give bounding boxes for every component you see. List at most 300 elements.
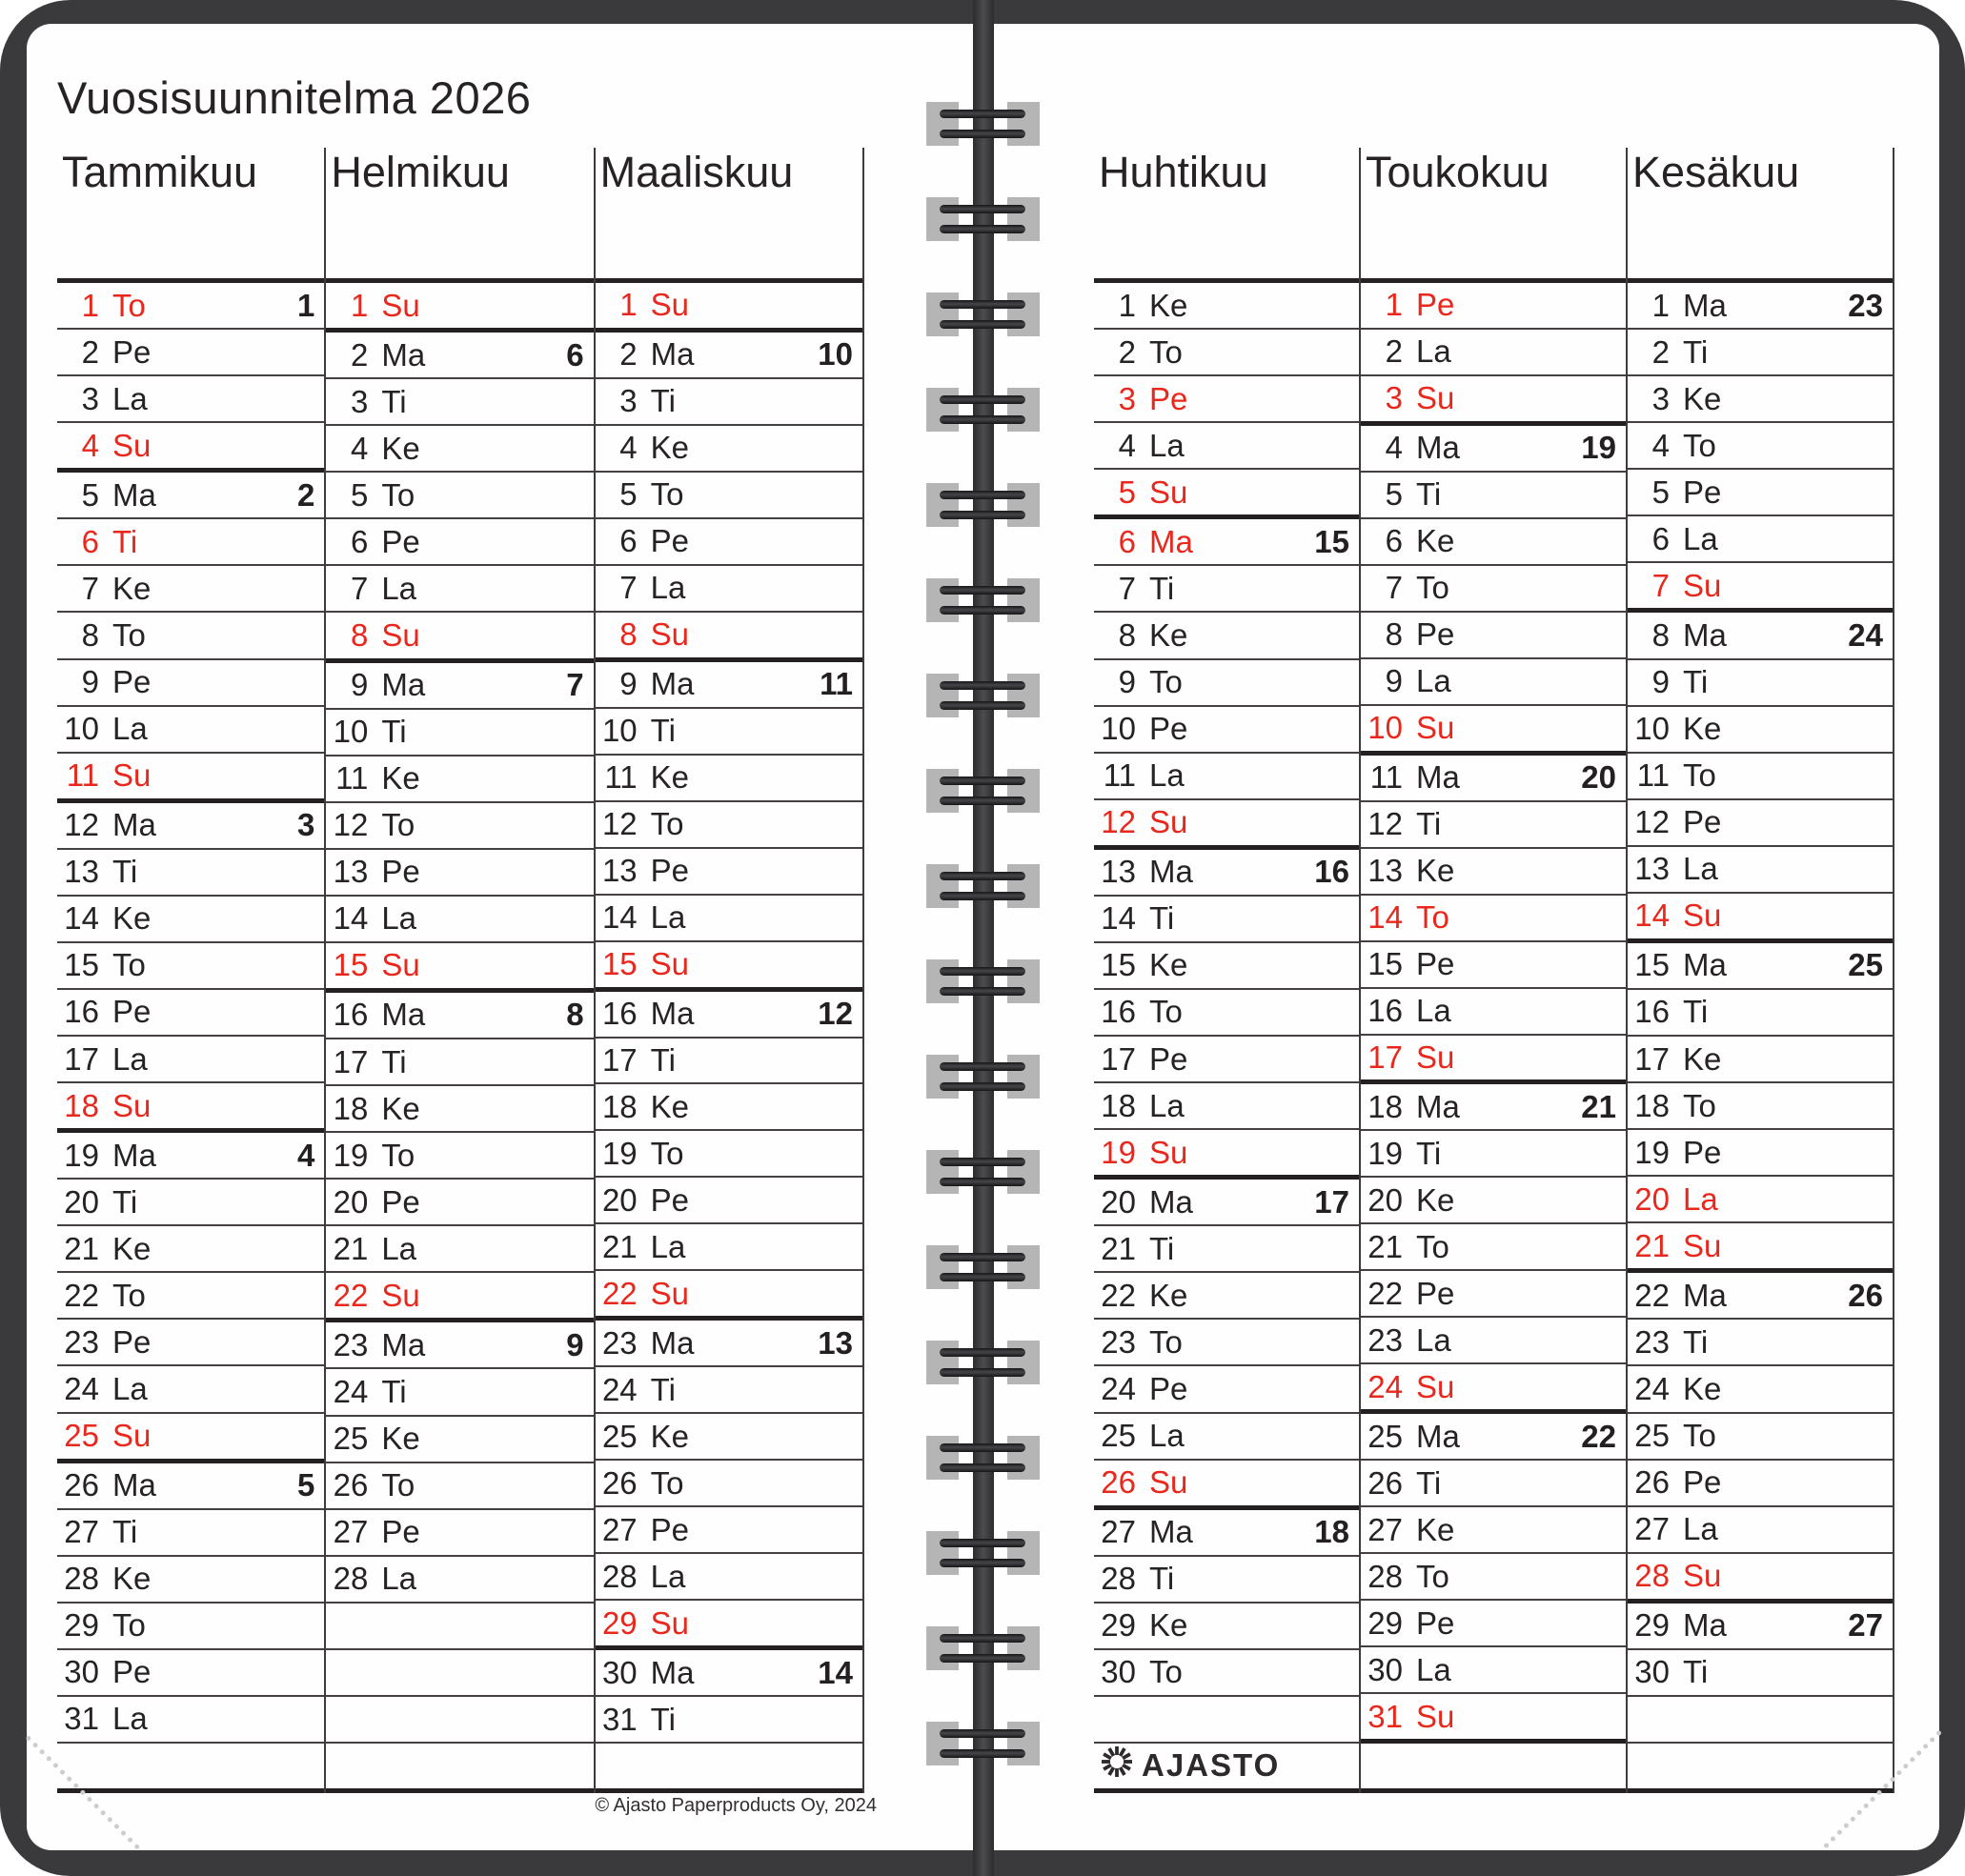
- day-row: [1628, 800, 1893, 847]
- month-column: [57, 148, 326, 1793]
- weekday-label: To: [381, 476, 415, 513]
- day-number: 18: [1634, 1087, 1670, 1123]
- day-number: 10: [601, 713, 638, 749]
- weekday-label: La: [1416, 1651, 1451, 1687]
- day-row: [326, 663, 593, 710]
- weekday-label: Pe: [1149, 1370, 1188, 1406]
- day-number: 11: [1369, 759, 1403, 796]
- month-title: Toukokuu: [1366, 148, 1550, 196]
- binding-punch-hole: [926, 1436, 959, 1480]
- spiral-wire-icon: [940, 1273, 1025, 1281]
- day-row: [1628, 943, 1893, 990]
- day-number: 12: [1101, 804, 1136, 840]
- day-row: [1361, 1414, 1626, 1461]
- day-number: 2: [350, 336, 369, 373]
- day-number: 7: [1385, 570, 1403, 606]
- day-number: 12: [64, 807, 99, 843]
- day-row: [1094, 1130, 1359, 1180]
- spiral-wire-icon: [940, 1178, 1025, 1186]
- day-number: 7: [1651, 567, 1670, 603]
- day-number: 7: [350, 570, 369, 606]
- day-row: [596, 1697, 862, 1744]
- day-row: [57, 1557, 324, 1604]
- spiral-wire-icon: [940, 511, 1025, 519]
- day-row: [596, 1414, 862, 1461]
- weekday-label: Ke: [1416, 853, 1455, 889]
- day-row: [57, 1083, 324, 1133]
- weekday-label: Ma: [381, 997, 426, 1033]
- week-number: 3: [296, 807, 315, 843]
- day-number: 4: [1118, 427, 1136, 463]
- weekday-label: To: [1149, 333, 1183, 370]
- day-number: 17: [333, 1043, 369, 1079]
- day-number: 26: [1634, 1464, 1670, 1501]
- day-number: 16: [1367, 993, 1403, 1029]
- day-row: [1361, 756, 1626, 802]
- day-number: 28: [333, 1561, 369, 1597]
- day-row: [1094, 1083, 1359, 1130]
- weekday-label: Pe: [650, 523, 690, 559]
- day-row: [1628, 1554, 1893, 1604]
- day-row: [1094, 1461, 1359, 1510]
- day-number: 19: [1634, 1134, 1670, 1170]
- weekday-label: Ke: [381, 760, 420, 797]
- binding-punch-hole: [1007, 292, 1040, 336]
- day-row: [57, 376, 324, 423]
- day-number: 5: [1651, 474, 1670, 510]
- day-number: 2: [1651, 333, 1670, 370]
- weekday-label: To: [381, 807, 415, 843]
- day-number: 13: [601, 853, 638, 889]
- spiral-wire-icon: [940, 1443, 1025, 1452]
- day-row: [1628, 376, 1893, 423]
- day-row: [1628, 1507, 1893, 1554]
- weekday-label: Ti: [381, 714, 407, 750]
- weekday-label: Ti: [1683, 664, 1709, 700]
- weekday-label: Ti: [381, 1373, 407, 1409]
- day-number: 15: [601, 946, 638, 982]
- weekday-label: Ke: [650, 1088, 690, 1124]
- day-row: [596, 1321, 862, 1367]
- day-row: [1628, 1130, 1893, 1177]
- weekday-label: Ma: [1683, 616, 1727, 653]
- day-row: [1094, 1414, 1359, 1461]
- day-row: [1094, 470, 1359, 519]
- day-number: 12: [1634, 804, 1670, 840]
- weekday-label: Pe: [1683, 474, 1722, 510]
- weekday-label: Su: [381, 287, 420, 323]
- weekday-label: Su: [381, 947, 420, 983]
- weekday-label: La: [1416, 333, 1451, 370]
- day-number: 5: [1385, 476, 1403, 513]
- binding-punch-hole: [926, 959, 959, 1003]
- day-number: 21: [1634, 1227, 1670, 1263]
- day-number: 28: [1634, 1558, 1670, 1594]
- day-number: 2: [1118, 333, 1136, 370]
- day-number: 5: [350, 476, 369, 513]
- day-number: 31: [601, 1701, 638, 1737]
- day-row: [1361, 802, 1626, 849]
- weekday-label: To: [1416, 1558, 1449, 1594]
- day-number: 15: [333, 947, 369, 983]
- day-row: [1628, 1320, 1893, 1366]
- weekday-label: Ke: [1683, 711, 1722, 747]
- spiral-wire-icon: [940, 1749, 1025, 1758]
- day-number: 30: [1634, 1654, 1670, 1690]
- weekday-label: Ma: [650, 1324, 695, 1361]
- day-row: [57, 897, 324, 943]
- day-row: [326, 1039, 593, 1086]
- day-row: [1361, 376, 1626, 426]
- spiral-wire-icon: [940, 320, 1025, 329]
- day-row: [1361, 330, 1626, 376]
- day-row: [1361, 942, 1626, 989]
- spiral-wire-icon: [940, 872, 1025, 880]
- weekday-label: Pe: [650, 1511, 690, 1547]
- day-number: 28: [1367, 1558, 1403, 1594]
- day-row: [1628, 330, 1893, 376]
- day-number: 9: [1385, 663, 1403, 699]
- binding-punch-hole: [1007, 1436, 1040, 1480]
- day-row: [1628, 1223, 1893, 1273]
- binding-punch-hole: [926, 864, 959, 908]
- day-row: [596, 613, 862, 662]
- day-number: 2: [1385, 333, 1403, 370]
- day-row: [596, 709, 862, 756]
- day-row: [596, 379, 862, 426]
- weekday-label: La: [1416, 1321, 1451, 1358]
- day-number: 22: [1101, 1277, 1136, 1313]
- spiral-wire-icon: [940, 395, 1025, 404]
- day-row: [1361, 1084, 1626, 1131]
- weekday-label: Su: [1683, 898, 1722, 934]
- day-number: 15: [1634, 947, 1670, 983]
- day-number: 18: [601, 1088, 638, 1124]
- day-row: [1628, 707, 1893, 754]
- weekday-label: Ti: [650, 713, 676, 749]
- weekday-label: To: [112, 1277, 146, 1313]
- day-row: [596, 1039, 862, 1085]
- day-row: [596, 1507, 862, 1554]
- weekday-label: Ti: [1149, 570, 1175, 606]
- day-row: [1094, 613, 1359, 659]
- day-row: [57, 1320, 324, 1366]
- week-number: 12: [818, 996, 853, 1032]
- month-column: [1094, 148, 1361, 1793]
- weekday-label: Ma: [112, 1137, 156, 1173]
- weekday-label: Ti: [112, 523, 138, 559]
- day-row: [57, 660, 324, 707]
- day-row: [1094, 1273, 1359, 1320]
- weekday-label: La: [1149, 1418, 1185, 1454]
- week-number: 20: [1581, 759, 1616, 796]
- day-number: 16: [1101, 994, 1136, 1030]
- day-row: [596, 426, 862, 473]
- day-number: 28: [1101, 1561, 1136, 1597]
- weekday-label: La: [1416, 993, 1451, 1029]
- day-row: [596, 1367, 862, 1414]
- day-row: [596, 333, 862, 379]
- day-number: 20: [1101, 1183, 1136, 1220]
- day-number: 25: [1634, 1418, 1670, 1454]
- weekday-label: Su: [650, 1604, 690, 1641]
- weekday-label: To: [1149, 664, 1183, 700]
- day-row: [1628, 516, 1893, 563]
- week-number: 5: [296, 1467, 315, 1503]
- day-row: [1628, 754, 1893, 800]
- weekday-label: To: [1683, 757, 1716, 794]
- weekday-label: Pe: [1149, 711, 1188, 747]
- day-row: [326, 566, 593, 613]
- binding-punch-hole: [1007, 959, 1040, 1003]
- day-row: [326, 613, 593, 662]
- day-row: [57, 1226, 324, 1273]
- weekday-label: La: [1149, 427, 1185, 463]
- day-row: [326, 1417, 593, 1463]
- day-number: 25: [1101, 1418, 1136, 1454]
- day-row: [1361, 473, 1626, 519]
- day-row: [326, 473, 593, 519]
- day-row: [326, 756, 593, 803]
- day-number: 9: [1118, 664, 1136, 700]
- weekday-label: Ti: [112, 1514, 138, 1550]
- day-number: 6: [1385, 523, 1403, 559]
- spiral-wire-icon: [940, 797, 1025, 805]
- day-row: [1361, 706, 1626, 756]
- day-number: 19: [333, 1137, 369, 1173]
- week-number: 11: [820, 666, 853, 702]
- day-number: 24: [64, 1370, 99, 1406]
- weekday-label: La: [1683, 851, 1718, 887]
- day-row: [596, 1224, 862, 1271]
- weekday-label: Su: [381, 616, 420, 653]
- day-row: [57, 1510, 324, 1557]
- day-row: [1361, 849, 1626, 896]
- day-number: 29: [601, 1604, 638, 1641]
- weekday-label: Pe: [650, 853, 690, 889]
- day-number: 14: [333, 900, 369, 937]
- day-row: [57, 803, 324, 850]
- weekday-label: To: [1416, 899, 1449, 936]
- day-number: 4: [81, 427, 99, 463]
- day-number: 27: [1634, 1511, 1670, 1547]
- day-number: 19: [64, 1137, 99, 1173]
- day-number: 29: [1634, 1607, 1670, 1644]
- day-row: [1094, 707, 1359, 754]
- binding-punch-hole: [1007, 388, 1040, 432]
- week-number: 13: [818, 1324, 853, 1361]
- weekday-label: Su: [1683, 567, 1722, 603]
- spiral-wire-icon: [940, 205, 1025, 213]
- day-number: 8: [619, 616, 638, 653]
- day-number: 29: [1367, 1604, 1403, 1641]
- day-row: [596, 849, 862, 896]
- day-row: [326, 993, 593, 1039]
- weekday-label: Ti: [1683, 333, 1709, 370]
- weekday-label: To: [650, 476, 684, 513]
- day-row: [57, 1697, 324, 1744]
- day-number: 21: [64, 1230, 99, 1266]
- day-number: 1: [1118, 287, 1136, 323]
- day-row: [1094, 519, 1359, 566]
- week-number: 1: [296, 287, 315, 323]
- day-row: [1361, 1461, 1626, 1507]
- day-row: [57, 990, 324, 1037]
- day-row: [1361, 1364, 1626, 1414]
- day-row: [596, 942, 862, 992]
- day-number: 9: [350, 667, 369, 703]
- weekday-label: Ke: [1149, 1607, 1188, 1644]
- day-number: 6: [1651, 520, 1670, 556]
- week-number: 26: [1848, 1277, 1883, 1313]
- binding-punch-hole: [926, 1626, 959, 1670]
- day-row: [1628, 1414, 1893, 1461]
- week-number: 15: [1314, 523, 1349, 559]
- day-number: 23: [1634, 1323, 1670, 1360]
- day-number: 10: [1101, 711, 1136, 747]
- day-number: 4: [350, 430, 369, 466]
- week-number: 14: [818, 1654, 853, 1690]
- day-number: 22: [1634, 1277, 1670, 1313]
- spiral-wire-icon: [940, 225, 1025, 233]
- weekday-label: Ma: [650, 336, 695, 373]
- day-row: [1094, 943, 1359, 990]
- binding-punch-hole: [926, 1245, 959, 1289]
- binding-punch-hole: [1007, 674, 1040, 717]
- binding-punch-hole: [1007, 483, 1040, 527]
- day-number: 21: [1101, 1230, 1136, 1266]
- day-row: [1361, 1131, 1626, 1178]
- day-row: [1628, 1037, 1893, 1083]
- day-row: [326, 1086, 593, 1133]
- day-number: 5: [1118, 474, 1136, 510]
- weekday-label: La: [650, 899, 686, 936]
- spiral-wire-icon: [940, 1634, 1025, 1643]
- weekday-label: Ke: [112, 1561, 152, 1597]
- week-number: 24: [1848, 616, 1883, 653]
- weekday-label: Ti: [650, 383, 676, 419]
- weekday-label: La: [1149, 757, 1185, 794]
- day-row: [1361, 1647, 1626, 1694]
- weekday-label: Su: [650, 946, 690, 982]
- day-row: [596, 1178, 862, 1224]
- weekday-label: Pe: [112, 333, 152, 370]
- spiral-wire-icon: [940, 1062, 1025, 1071]
- day-number: 2: [81, 333, 99, 370]
- day-row: [1361, 1318, 1626, 1364]
- weekday-label: Ke: [1149, 616, 1188, 653]
- spiral-wire-icon: [940, 1539, 1025, 1547]
- day-row: [1094, 1557, 1359, 1604]
- weekday-label: Ke: [650, 430, 690, 466]
- weekday-label: La: [1416, 663, 1451, 699]
- weekday-label: Ke: [650, 1418, 690, 1454]
- day-row: [1361, 1036, 1626, 1085]
- day-row: [1628, 1366, 1893, 1413]
- day-row: [596, 1601, 862, 1650]
- weekday-label: Su: [1149, 474, 1188, 510]
- week-number: 2: [296, 476, 315, 513]
- month-grid: [57, 278, 324, 1793]
- spiral-wire-icon: [940, 300, 1025, 309]
- day-number: 12: [1367, 806, 1403, 842]
- day-number: 29: [1101, 1607, 1136, 1644]
- binding-punch-hole: [926, 197, 959, 241]
- weekday-label: Ma: [1683, 287, 1727, 323]
- ajasto-logo: [1099, 1744, 1280, 1787]
- day-row: [596, 662, 862, 709]
- day-row: [1361, 519, 1626, 566]
- week-number: 16: [1314, 854, 1349, 890]
- weekday-label: Ti: [1683, 994, 1709, 1030]
- day-row: [57, 754, 324, 803]
- day-row: [1094, 1226, 1359, 1273]
- weekday-label: La: [381, 1230, 417, 1266]
- day-row: [326, 1273, 593, 1322]
- spiral-wire-icon: [940, 1348, 1025, 1357]
- day-row: [57, 943, 324, 990]
- week-number: 10: [818, 336, 853, 373]
- day-row: [596, 992, 862, 1039]
- weekday-label: La: [650, 1228, 686, 1264]
- day-row: [596, 1084, 862, 1131]
- weekday-label: La: [1149, 1087, 1185, 1123]
- day-row: [1628, 283, 1893, 330]
- day-number: 6: [619, 523, 638, 559]
- day-number: 6: [350, 523, 369, 559]
- weekday-label: Pe: [1149, 1040, 1188, 1077]
- day-number: 9: [81, 664, 99, 700]
- day-number: 30: [1367, 1651, 1403, 1687]
- day-number: 5: [81, 476, 99, 513]
- day-number: 22: [1367, 1275, 1403, 1311]
- day-number: 1: [81, 287, 99, 323]
- month-title: Maaliskuu: [599, 148, 794, 196]
- weekday-label: Su: [1416, 380, 1455, 416]
- day-number: 20: [1634, 1180, 1670, 1217]
- day-number: 8: [81, 616, 99, 653]
- day-row: [1094, 897, 1359, 943]
- month-grid: [1361, 278, 1626, 1793]
- day-number: 1: [1651, 287, 1670, 323]
- weekday-label: Ke: [650, 759, 690, 796]
- day-row: [1361, 1601, 1626, 1647]
- weekday-label: Su: [112, 1087, 152, 1123]
- day-row: [326, 1226, 593, 1273]
- weekday-label: Pe: [1416, 287, 1455, 323]
- day-row: [326, 897, 593, 943]
- day-number: 18: [64, 1087, 99, 1123]
- month-column: [326, 148, 595, 1793]
- day-row: [1094, 376, 1359, 423]
- empty-row: [1628, 1744, 1893, 1793]
- day-row: [1094, 330, 1359, 376]
- week-number: 6: [566, 336, 584, 373]
- day-number: 1: [1385, 287, 1403, 323]
- spiral-wire-icon: [940, 415, 1025, 424]
- day-row: [1094, 1320, 1359, 1366]
- day-row: [596, 519, 862, 566]
- day-row: [326, 803, 593, 850]
- binding-punch-hole: [926, 292, 959, 336]
- day-number: 2: [619, 336, 638, 373]
- weekday-label: La: [1683, 1180, 1718, 1217]
- weekday-label: Pe: [1416, 1604, 1455, 1641]
- month-column: [596, 148, 864, 1793]
- day-row: [326, 426, 593, 473]
- weekday-label: La: [650, 570, 686, 606]
- day-row: [596, 756, 862, 802]
